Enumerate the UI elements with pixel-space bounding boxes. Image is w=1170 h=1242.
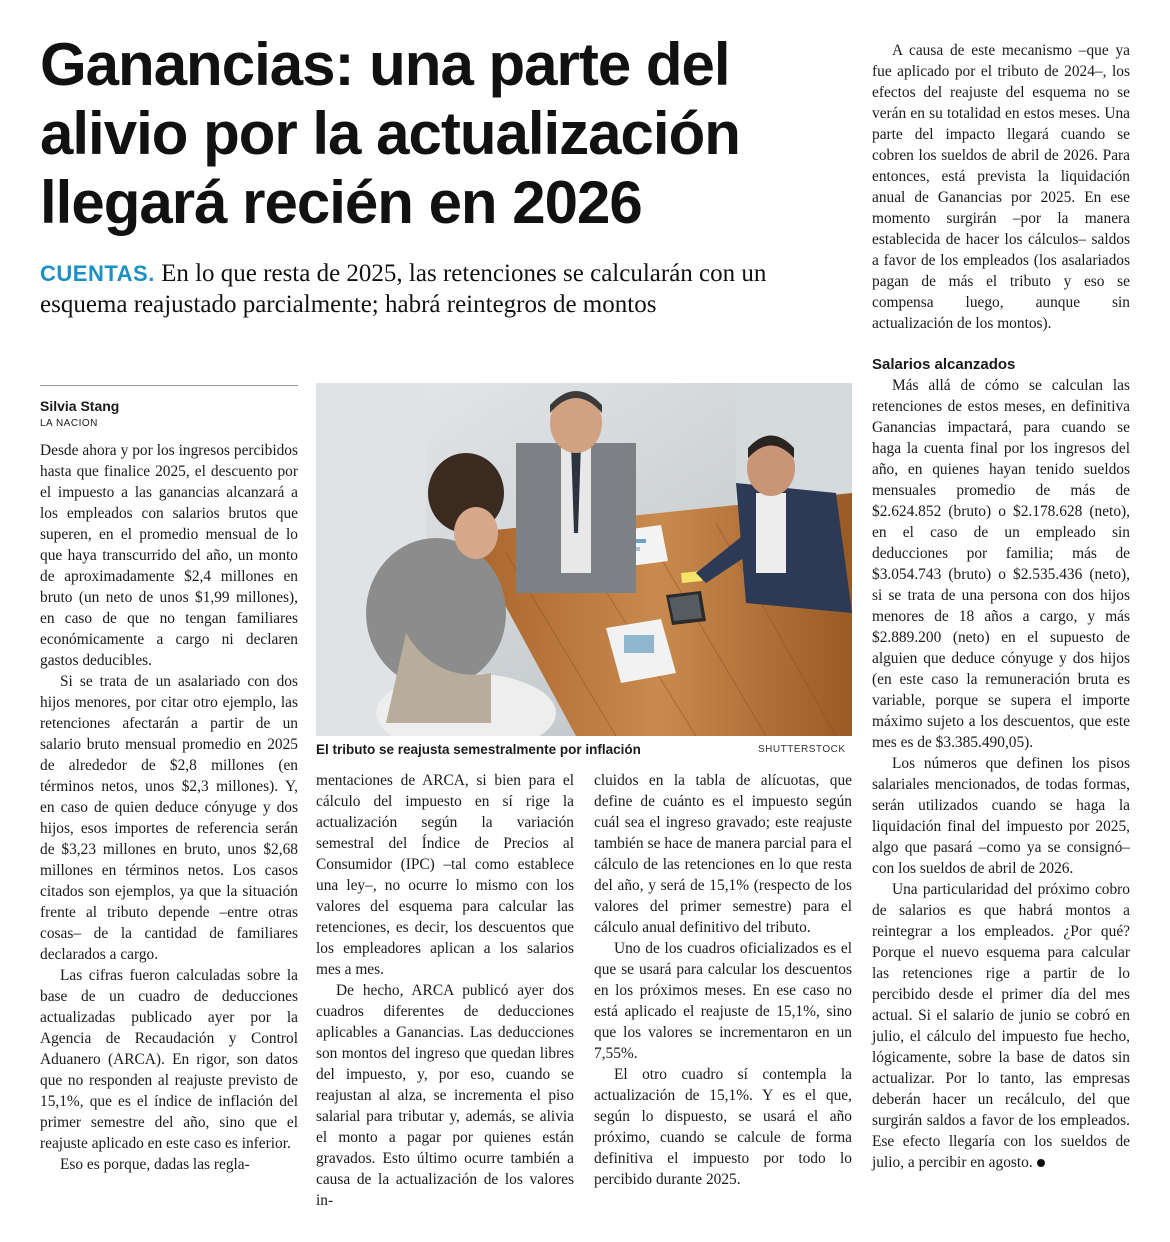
deck-text: En lo que resta de 2025, las retenciones se calcularán con un esquema reajustado parcialmente; habrá reintegros de montos <box>40 260 767 318</box>
paragraph: De hecho, ARCA publicó ayer dos cuadros diferentes de deducciones aplicables a Ganancias. Las deducciones son montos del ingreso que quedan libres del impuesto, y, por eso, cuando se reajustan al alza, se incrementa el piso salarial para tributar y, además, se alivia el monto a pagar por quienes están gravados. Esto último ocurre también a causa de la actualización de los valores in- <box>316 982 574 1209</box>
byline-outlet: LA NACION <box>40 418 98 429</box>
paragraph: Eso es porque, dadas las regla- <box>60 1156 250 1173</box>
subheading: Salarios alcanzados <box>872 356 1016 373</box>
photo-caption: El tributo se reajusta semestralmente por inflación <box>316 742 641 757</box>
paragraph: Uno de los cuadros oficializados es el que se usará para calcular los descuentos en los próximos meses. En ese caso no está aplicado el reajuste de 15,1%, sino que los valores se incrementaron en un 7,55%. <box>594 940 852 1062</box>
article-column-3 <box>594 770 852 1190</box>
end-mark-icon <box>1037 1159 1045 1167</box>
headline-line-3: llegará recién en 2026 <box>40 169 642 236</box>
deck <box>40 258 850 320</box>
paragraph: Desde ahora y por los ingresos percibidos hasta que finalice 2025, el descuento por el impuesto a las ganancias alcanzará a los empleados con salarios brutos que superen, en el promedio mensual de lo que haya transcurrido del año, un monto de aproximadamente $2,4 millones en bruto (un neto de unos $1,99 millones), en caso de que no tengan familiares económicamente a cargo ni declaren gastos deducibles. <box>40 442 298 669</box>
photo-credit: SHUTTERSTOCK <box>758 744 846 755</box>
paragraph <box>872 879 1130 1173</box>
byline-divider <box>40 385 298 386</box>
article-column-4 <box>872 40 1130 1173</box>
article-column-1 <box>40 440 298 1175</box>
headline <box>40 30 850 237</box>
paragraph: Las cifras fueron calculadas sobre la base de un cuadro de deducciones actualizadas publicado ayer por la Agencia de Recaudación y Control Aduanero (ARCA). En rigor, son datos que no responden al reajuste previsto de 15,1%, que es el índice de inflación del primer semestre del año, sino que el reajuste aplicado en este caso es inferior. <box>40 967 298 1152</box>
paragraph: Si se trata de un asalariado con dos hijos menores, por citar otro ejemplo, las retenciones afectarán a partir de un salario bruto mensual promedio en 2025 de alrededor de $2,8 millones (en términos netos, unos $2,3 millones). Y, en caso de quien deduce cónyuge y dos hijos, esos importes de referencia serán de $3,23 millones en bruto, unos $2,68 millones en términos netos. Los casos citados son ejemplos, ya que la situación frente al tributo depende –entre otras cosas– de la cantidad de familiares declarados a cargo. <box>40 673 298 963</box>
meeting-illustration <box>316 383 852 736</box>
paragraph: Más allá de cómo se calculan las retenciones de estos meses, en definitiva Ganancias impactará, para cuando se haga la cuenta final por los ingresos del año, en quienes hayan tenido sueldos mensuales promedio de más de $2.624.852 (bruto) o $2.178.628 (neto), en el caso de un empleado sin deducciones por familia; más de $3.054.743 (bruto) o $2.535.436 (neto), si se trata de una persona con dos hijos menores de 18 años a cargo, y más $2.889.200 (neto) en el supuesto de alguien que deduce cónyuge y dos hijos (en este caso la remuneración bruta es variable, porque se supera el importe máximo sujeto a los descuentos, que este mes es de $3.385.490,05). <box>872 377 1130 751</box>
paragraph: El otro cuadro sí contempla la actualización de 15,1%. Y es el que, según lo dispuesto, se usará el año próximo, cuando se calcule de forma definitiva el impuesto por todo lo percibido durante 2025. <box>594 1066 852 1188</box>
paragraph: mentaciones de ARCA, si bien para el cálculo del impuesto en sí rige la actualización según la variación semestral del Índice de Precios al Consumidor (IPC) –tal como establece una ley–, no ocurre lo mismo con los valores del esquema para calcular las retenciones, es decir, los descuentos que los empleadores aplican a los salarios mes a mes. <box>316 772 574 978</box>
paragraph-text: Una particularidad del próximo cobro de salarios es que habrá montos a reintegrar a los empleados. ¿Por qué? Porque el nuevo esquema para calcular las retenciones rige a partir de lo percibido desde el primer día del mes actual. Si el salario de junio se cobró en julio, el cálculo del impuesto fue hecho, lógicamente, sobre la base de datos sin actualizar. Por lo tanto, las empresas deberán hacer un recálculo, del que surgirán saldos a favor de los empleados. Ese efecto llegaría con los sueldos de julio, a percibir en agosto. <box>872 881 1130 1171</box>
paragraph: Los números que definen los pisos salariales mencionados, de todas formas, serán utilizados cuando se haga la liquidación final del impuesto por 2025, algo que pasará –como ya se consignó– con los sueldos de abril de 2026. <box>872 755 1130 877</box>
headline-line-2: alivio por la actualización <box>40 100 740 167</box>
paragraph: cluidos en la tabla de alícuotas, que define de cuánto es el impuesto según cuál sea el ingreso gravado; este reajuste también se hace de manera parcial para el cálculo de las retenciones en lo que resta del año, y será de 15,1% (respecto de los valores del primer semestre) para el cálculo anual definitivo del tributo. <box>594 772 852 936</box>
article-column-2 <box>316 770 574 1211</box>
section-kicker: CUENTAS. <box>40 261 155 286</box>
byline-author: Silvia Stang <box>40 398 120 414</box>
paragraph: A causa de este mecanismo –que ya fue aplicado por el tributo de 2024–, los efectos del reajuste del esquema no se verán en su totalidad en estos meses. Una parte del impacto llegará cuando se cobren los sueldos de abril de 2026. Para entonces, está prevista la liquidación anual de Ganancias por 2025. En ese momento surgirán –por la manera establecida de hacer los cálculos– saldos a favor de los empleados (los asalariados pagan de más el tributo y eso se compensa luego, aunque sin actualización de los montos). <box>872 42 1130 332</box>
article-photo <box>316 383 852 736</box>
headline-line-1: Ganancias: una parte del <box>40 31 730 98</box>
